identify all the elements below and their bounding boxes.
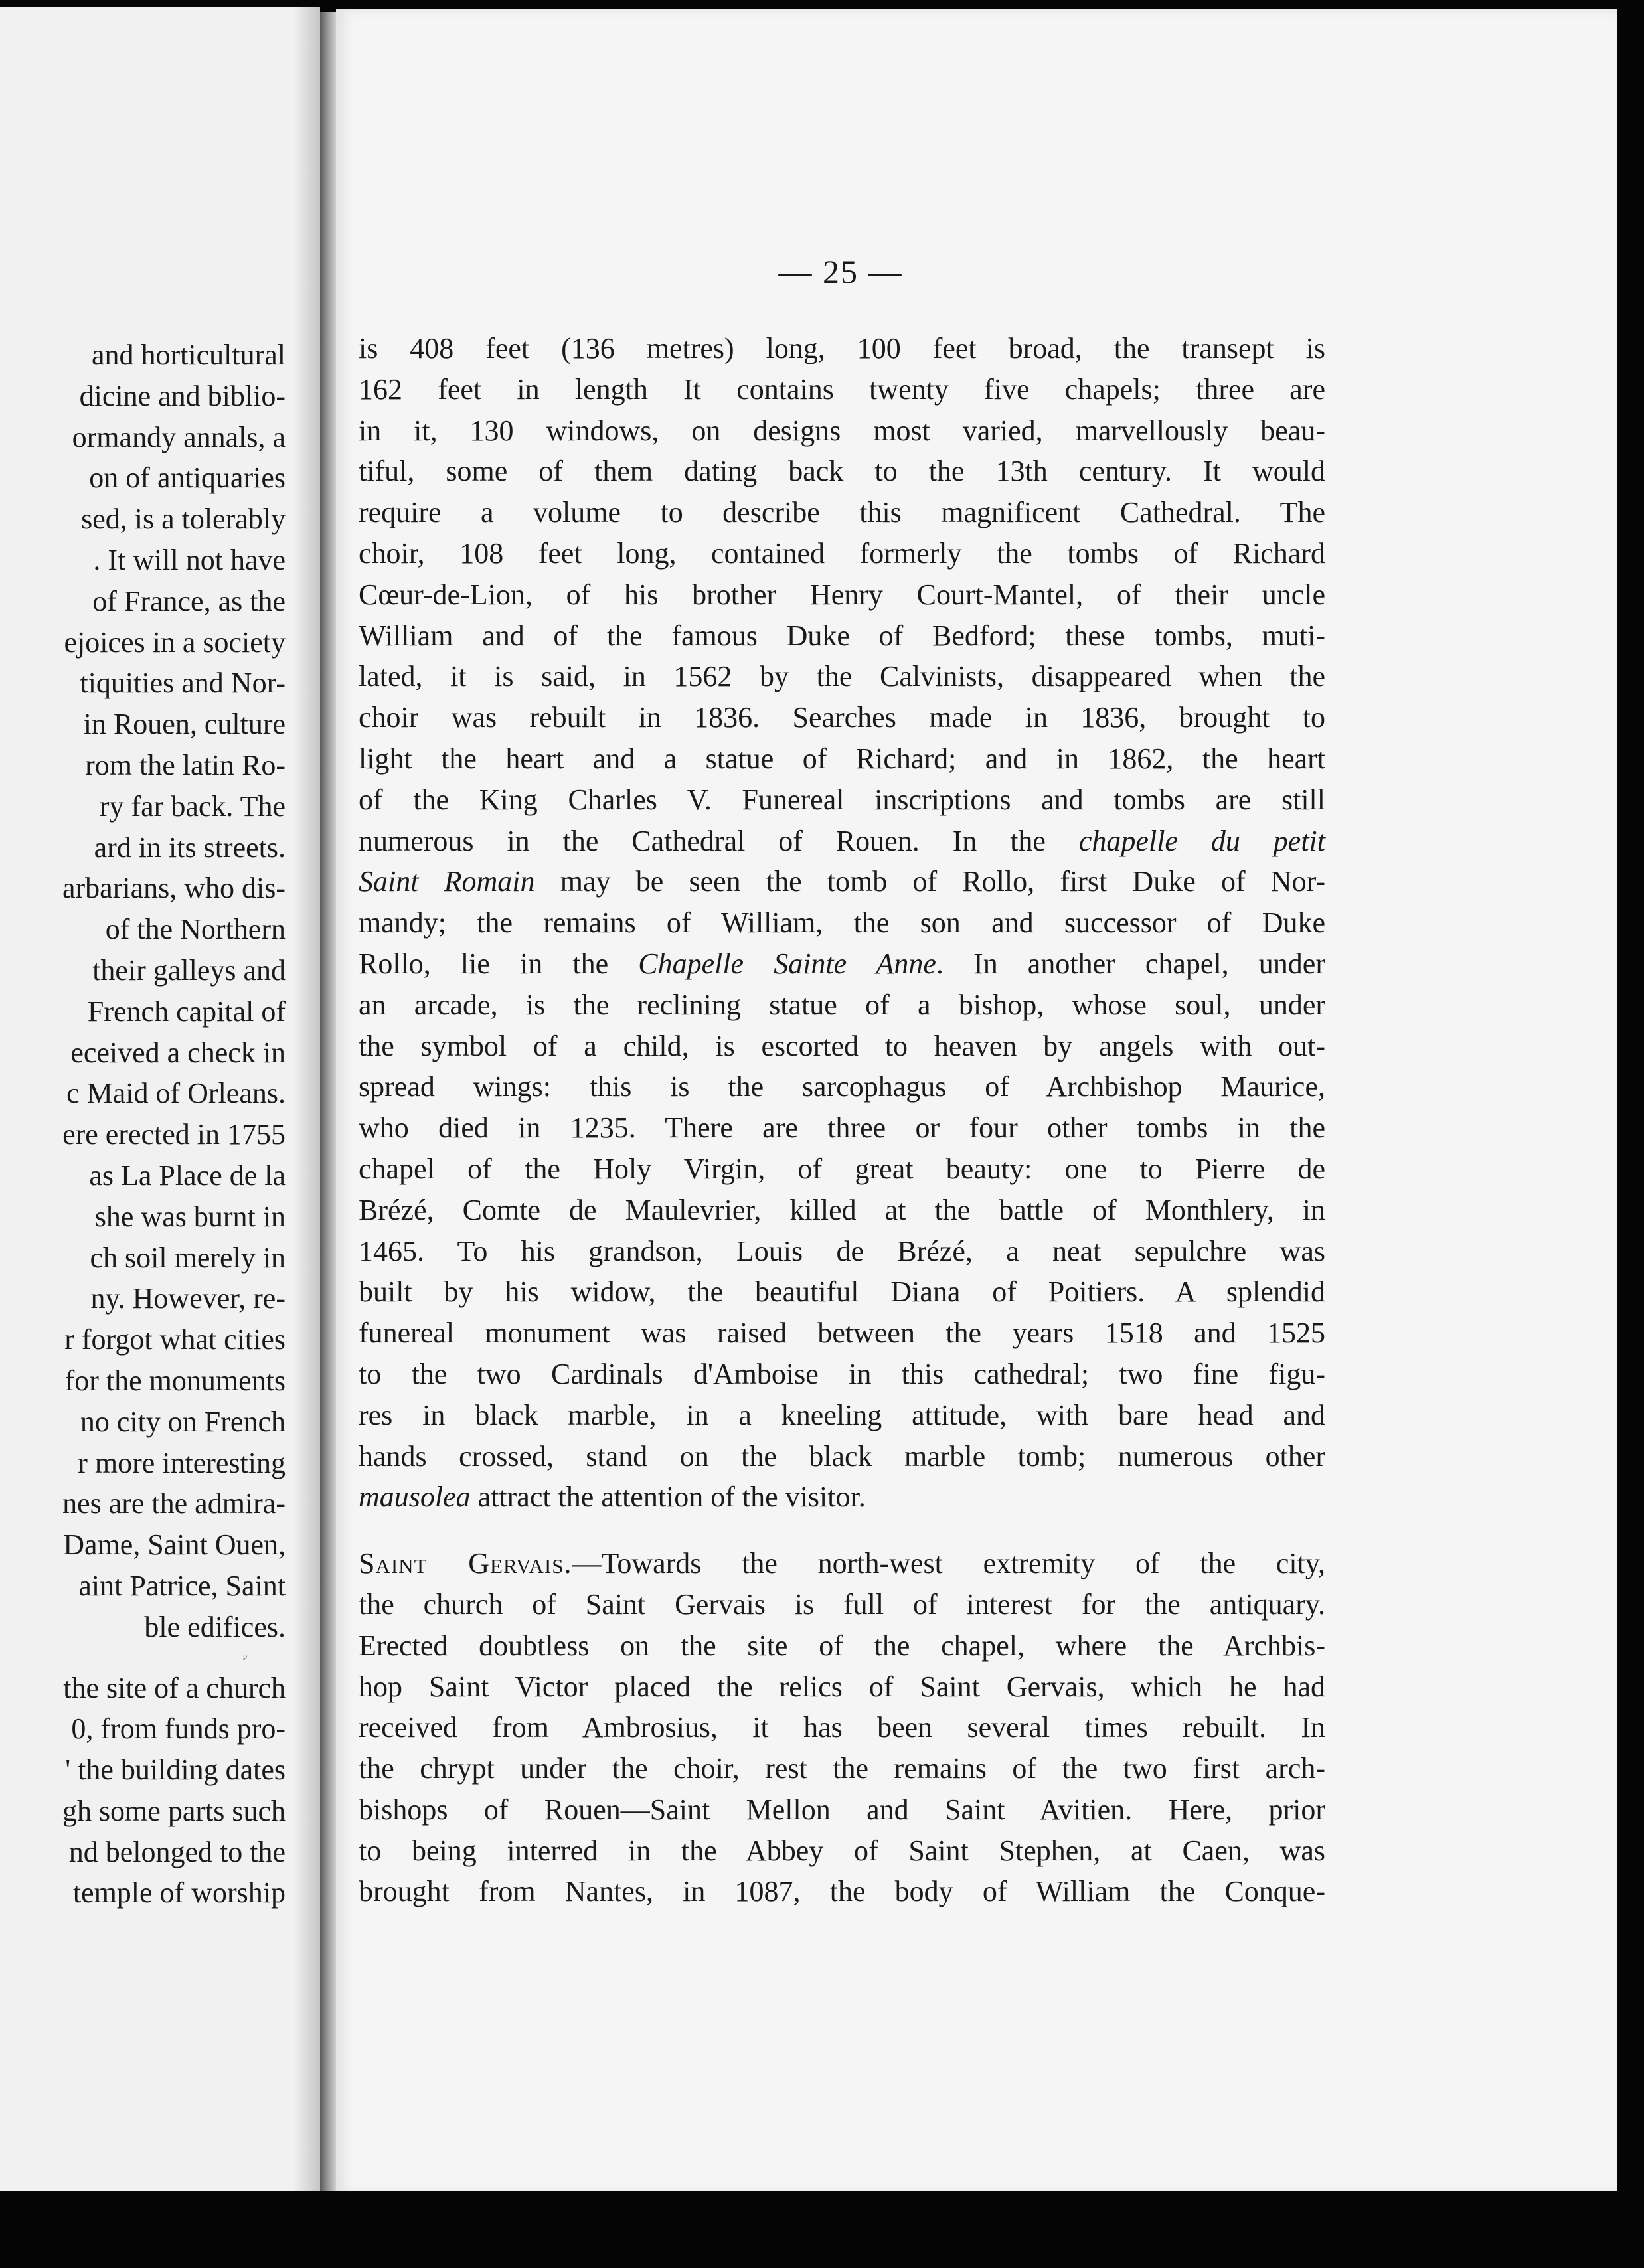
left-page-printer-mark: ᵖ [242,1650,247,1665]
body-line: Rollo, lie in the Chapelle Sainte Anne. In another chapel, under [359,947,1325,980]
body-line: built by his widow, the beautiful Diana of Poitiers. A splendid [359,1275,1325,1309]
body-line: bishops of Rouen—Saint Mellon and Saint Avitien. Here, prior [359,1793,1325,1826]
body-line: tiful, some of them dating back to the 13th century. It would [359,455,1325,488]
left-page-line: sed, is a tolerably [81,503,286,536]
page-curl-shadow [293,7,320,2191]
body-line: William and of the famous Duke of Bedford; these tombs, muti- [359,619,1325,652]
body-line: chapel of the Holy Virgin, of great beauty: one to Pierre de [359,1152,1325,1185]
body-line: res in black marble, in a kneeling attitude, with bare head and [359,1398,1325,1431]
page-body-text [359,328,1325,1912]
left-page-line: tiquities and Nor- [80,667,286,700]
body-line: 162 feet in length It contains twenty five chapels; three are [359,372,1325,406]
left-page-line: arbarians, who dis- [62,872,286,905]
body-line: Cœur-de-Lion, of his brother Henry Court-Mantel, of their uncle [359,578,1325,611]
left-page-line: dicine and biblio- [79,379,286,412]
body-line: Erected doubtless on the site of the chapel, where the Archbis- [359,1629,1325,1662]
left-page-line: r more interesting [78,1446,286,1479]
body-line: numerous in the Cathedral of Rouen. In the chapelle du petit [359,824,1325,857]
left-page-line: ormandy annals, a [72,420,286,453]
body-line-text: —Towards the north-west extremity of the city, [572,1547,1325,1580]
left-page-line: nd belonged to the [68,1835,286,1868]
left-page-line: r forgot what cities [64,1323,286,1356]
left-page-line: ' the building dates [65,1753,286,1787]
left-page-line: on of antiquaries [89,461,286,495]
scan-border-right [1617,0,1644,2268]
body-line: require a volume to describe this magnificent Cathedral. The [359,496,1325,529]
left-page-line: ry far back. The [99,789,286,823]
left-page-line: nes are the admira- [62,1487,286,1520]
body-line: to the two Cardinals d'Amboise in this cathedral; two fine figu- [359,1357,1325,1390]
body-line: to being interred in the Abbey of Saint Stephen, at Caen, was [359,1834,1325,1867]
left-page-line: aint Patrice, Saint [78,1569,286,1602]
body-line: lated, it is said, in 1562 by the Calvinists, disappeared when the [359,660,1325,693]
left-page-line: no city on French [80,1405,286,1438]
body-line: the symbol of a child, is escorted to heaven by angels with out- [359,1029,1325,1062]
left-page-line: 0, from funds pro- [71,1712,286,1745]
body-line: Brézé, Comte de Maulevrier, killed at the battle of Monthlery, in [359,1193,1325,1226]
left-page-line: ejoices in a society [64,625,286,659]
body-line: mausolea attract the attention of the visitor. [359,1481,866,1514]
body-line: funereal monument was raised between the years 1518 and 1525 [359,1317,1325,1350]
left-page-text [0,335,286,1913]
facing-page-left [0,7,320,2191]
left-page-line: ere erected in 1755 [62,1118,286,1151]
body-line: the chrypt under the choir, rest the remains of the two first arch- [359,1752,1325,1785]
body-line: in it, 130 windows, on designs most varied, marvellously beau- [359,414,1325,447]
left-page-line: . It will not have [93,543,286,576]
left-page-line: and horticultural [91,339,286,371]
body-line: hands crossed, stand on the black marble tomb; numerous other [359,1439,1325,1473]
left-page-line: ch soil merely in [90,1241,286,1274]
body-line: spread wings: this is the sarcophagus of Archbishop Maurice, [359,1070,1325,1103]
left-page-line: ny. However, re- [90,1282,286,1315]
body-line: who died in 1235. There are three or four other tombs in the [359,1111,1325,1145]
body-line: the church of Saint Gervais is full of interest for the antiquary. [359,1587,1325,1621]
body-line: is 408 feet (136 metres) long, 100 feet broad, the transept is [359,332,1325,364]
left-page-line: of France, as the [92,584,286,617]
body-line: choir was rebuilt in 1836. Searches made in 1836, brought to [359,701,1325,734]
body-line: choir, 108 feet long, contained formerly the tombs of Richard [359,536,1325,570]
left-page-line: for the monuments [64,1364,286,1397]
left-page-line: ble edifices. [144,1610,286,1643]
body-line: Saint Romain may be seen the tomb of Rollo, first Duke of Nor- [359,865,1326,898]
body-line: received from Ambrosius, it has been several times rebuilt. In [359,1711,1325,1744]
left-page-line: eceived a check in [70,1036,286,1069]
left-page-line: she was burnt in [94,1200,286,1233]
left-page-line: their galleys and [92,953,286,987]
body-line: light the heart and a statue of Richard; and in 1862, the heart [359,742,1325,775]
left-page-line: ard in its streets. [94,831,286,864]
left-page-line: the site of a church [63,1671,286,1704]
body-line: an arcade, is the reclining statue of a bishop, whose soul, under [359,988,1325,1021]
body-line: hop Saint Victor placed the relics of Saint Gervais, which he had [359,1670,1325,1703]
body-line [359,1543,1325,1584]
page-number: — 25 — [778,253,903,290]
left-page-line: rom the latin Ro- [85,748,286,781]
left-page-line: French capital of [87,995,286,1028]
left-page-line: of the Northern [105,913,286,946]
left-page-line: as La Place de la [89,1159,286,1192]
scan-border-bottom [0,2191,1644,2268]
left-page-line: c Maid of Orleans. [66,1077,286,1110]
body-line: of the King Charles V. Funereal inscriptions and tombs are still [359,783,1325,816]
left-page-line: Dame, Saint Ouen, [63,1528,286,1562]
body-line: mandy; the remains of William, the son and successor of Duke [359,906,1325,939]
section-heading-saint-gervais: Saint Gervais. [359,1547,572,1580]
paragraph-gap [359,1518,1325,1543]
left-page-line: gh some parts such [62,1794,286,1827]
left-page-line: temple of worship [72,1876,286,1909]
left-page-line: in Rouen, culture [83,708,286,741]
body-line: brought from Nantes, in 1087, the body of William the Conque- [359,1875,1325,1908]
body-line: 1465. To his grandson, Louis de Brézé, a neat sepulchre was [359,1234,1325,1267]
